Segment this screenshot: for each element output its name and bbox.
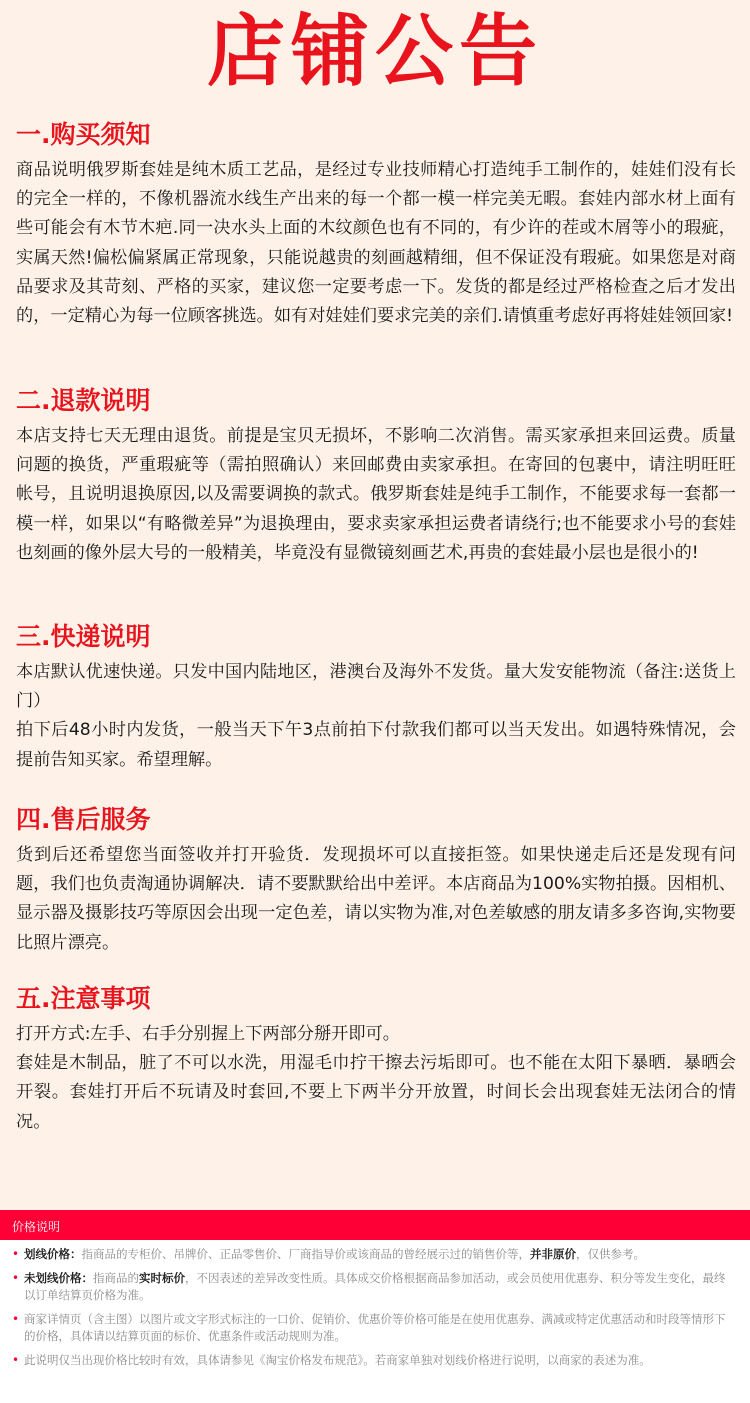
item-text: 此说明仅当出现价格比较时有效，具体请参见《淘宝价格发布规范》。若商家单独对划线价格进行说明，以商家的表述为准。 <box>24 1353 651 1367</box>
item-emphasis: 并非原价 <box>530 1247 576 1261</box>
price-explanation-header: 价格说明 <box>0 1214 750 1240</box>
section-after-sales <box>16 803 736 958</box>
section-heading: 五.注意事项 <box>16 984 151 1013</box>
section-heading: 二.退款说明 <box>16 386 151 415</box>
section-refund <box>16 384 736 568</box>
section-paragraph: 本店支持七天无理由退货。前提是宝贝无损坏，不影响二次消售。需买家承担来回运费。质量问题的换货，严重瑕疵等（需拍照确认）来回邮费由卖家承担。在寄回的包裹中，请注明旺旺帐号，且说明退换原因,以及需要调换的款式。俄罗斯套娃是纯手工制作，不能要求每一套都一模一样，如果以“有略微差异”为退换理由，要求卖家承担运费者请绕行;也不能要求小号的套娃也刻画的像外层大号的一般精美，毕竟没有显微镜刻画艺术,再贵的套娃最小层也是很小的! <box>16 426 736 563</box>
list-item <box>12 1270 736 1304</box>
section-heading: 一.购买须知 <box>16 120 151 149</box>
page-title: 店铺公告 <box>206 7 543 97</box>
section-precautions <box>16 982 736 1137</box>
list-item <box>12 1246 736 1263</box>
section-paragraph: 货到后还希望您当面签收并打开验货．发现损坏可以直接拒签。如果快递走后还是发现有问题，我们也负责淘通协调解决．请不要默默给出中差评。本店商品为100%实物拍摄。因相机、显示器及摄影技巧等原因会出现一定色差，请以实物为准,对色差敏感的朋友请多多咨询,实物要比照片漂亮。 <box>16 845 736 953</box>
section-heading: 三.快递说明 <box>16 622 151 651</box>
list-item <box>12 1352 736 1369</box>
section-paragraph: 商品说明俄罗斯套娃是纯木质工艺品，是经过专业技师精心打造纯手工制作的，娃娃们没有长的完全一样的，不像机器流水线生产出来的每一个都一模一样完美无暇。套娃内部水材上面有些可能会有木节木疤.同一决水头上面的木纹颜色也有不同的，有少许的茬或木屑等小的瑕疵，实属天然!偏松偏紧属正常现象，只能说越贵的刻画越精细，但不保证没有瑕疵。如果您是对商品要求及其苛刻、严格的买家，建议您一定要考虑一下。发货的都是经过严格检查之后才发出的，一定精心为每一位顾客挑选。如有对娃娃们要求完美的亲们.请慎重考虑好再将娃娃领回家! <box>16 160 736 327</box>
item-text: ，仅供参考。 <box>576 1247 645 1261</box>
section-heading: 四.售后服务 <box>16 805 151 834</box>
item-emphasis: 实时标价 <box>139 1271 185 1285</box>
section-paragraph: 套娃是木制品，脏了不可以水洗，用湿毛巾拧干擦去污垢即可。也不能在太阳下暴晒．暴晒会开裂。套娃打开后不玩请及时套回,不要上下两半分开放置，时间长会出现套娃无法闭合的情况。 <box>16 1053 736 1132</box>
item-key: 划线价格： <box>24 1247 82 1261</box>
section-paragraph: 打开方式:左手、右手分别握上下两部分掰开即可。 <box>16 1024 400 1044</box>
section-paragraph: 拍下后48小时内发货，一般当天下午3点前拍下付款我们都可以当天发出。如遇特殊情况，会提前告知买家。希望理解。 <box>16 720 736 770</box>
item-text: 指商品的 <box>93 1271 139 1285</box>
item-text: ，不因表述的差异改变性质。具体成交价格根据商品参加活动，或会员使用优惠券、积分等发生变化，最终以订单结算页价格为准。 <box>24 1271 726 1302</box>
item-text: 指商品的专柜价、吊牌价、正品零售价、厂商指导价或该商品的曾经展示过的销售价等， <box>81 1247 530 1261</box>
item-text: 商家详情页（含主图）以图片或文字形式标注的一口价、促销价、优惠价等价格可能是在使用优惠券、满减或特定优惠活动和时段等情形下的价格，具体请以结算页面的标价、优惠条件或活动规则为准。 <box>24 1312 726 1343</box>
section-paragraph: 本店默认优速快递。只发中国内陆地区，港澳台及海外不发货。量大发安能物流（备注:送货上门） <box>16 662 736 712</box>
price-explanation <box>0 1210 750 1403</box>
price-explanation-list <box>0 1240 750 1369</box>
section-shipping <box>16 620 736 775</box>
item-key: 未划线价格： <box>24 1271 93 1285</box>
section-purchase-notice <box>16 118 736 331</box>
list-item <box>12 1311 736 1345</box>
